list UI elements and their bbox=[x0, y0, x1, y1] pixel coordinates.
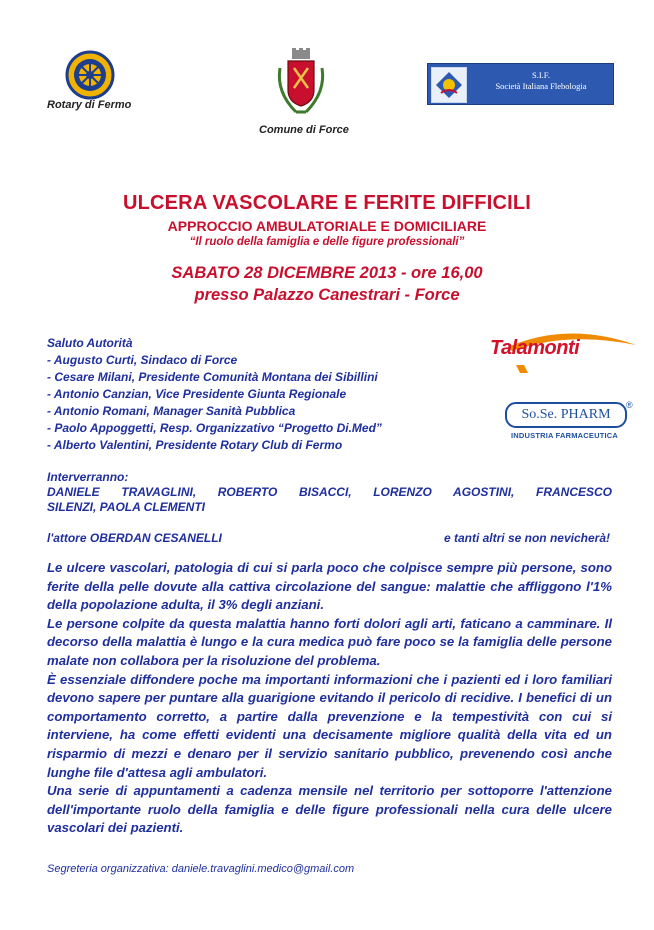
rotary-caption: Rotary di Fermo bbox=[47, 99, 132, 111]
actor-note: e tanti altri se non nevicherà! bbox=[443, 531, 610, 545]
event-venue: presso Palazzo Canestrari - Force bbox=[194, 286, 460, 304]
talamonti-logo bbox=[488, 325, 640, 375]
paragraph: Le persone colpite da questa malattia hanno forti dolori agli arti, faticano a camminare. Il decorso della malattia è lungo e la cura medica può fare poco se la famiglia delle persone malate non collabora per la risoluzione del problema. bbox=[47, 615, 612, 668]
greetings-heading: Saluto Autorità bbox=[47, 336, 133, 350]
sose-subtitle: INDUSTRIA FARMACEUTICA bbox=[511, 431, 619, 440]
speakers-block bbox=[47, 470, 612, 515]
speakers-line-1: DANIELE TRAVAGLINI, ROBERTO BISACCI, LORENZO AGOSTINI, FRANCESCO bbox=[47, 485, 612, 499]
list-item: - Antonio Canzian, Vice Presidente Giunta Regionale bbox=[47, 387, 347, 401]
subtitle: APPROCCIO AMBULATORIALE E DOMICILIARE bbox=[167, 218, 487, 234]
talamonti-wordmark: Talamonti bbox=[490, 337, 580, 359]
main-title: ULCERA VASCOLARE E FERITE DIFFICILI bbox=[122, 192, 532, 214]
comune-emblem bbox=[272, 48, 330, 120]
sif-acronym: S.I.F. bbox=[532, 70, 550, 80]
sif-emblem-icon bbox=[432, 68, 466, 102]
list-item: - Paolo Appoggetti, Resp. Organizzativo “Progetto Di.Med” bbox=[47, 421, 382, 435]
organizer-label: Segreteria organizzativa: bbox=[47, 863, 169, 875]
sif-name: Società Italiana Flebologia bbox=[495, 81, 587, 91]
sose-pharm-logo bbox=[505, 402, 633, 444]
sif-logo bbox=[427, 63, 614, 105]
paragraph: Le ulcere vascolari, patologia di cui si parla poco che colpisce sempre più persone, sono ferite della pelle dovute alla cattiva circolazione del sangue: malattie che affliggono l'1% della popolazione adulta, il 3% degli anziani. bbox=[47, 560, 612, 613]
body-text bbox=[47, 559, 612, 838]
tagline: “Il ruolo della famiglia e delle figure professionali” bbox=[189, 236, 465, 248]
paragraph: È essenziale diffondere poche ma importanti informazioni che i pazienti ed i loro familiari devono sapere per puntare alla guarigione evitando il pericolo di recidive. I benefici di un comportamento corretto, a partire dalla prevenzione e la tempestività con cui si interviene, ha come effetti evidenti una decisamente migliore qualità della vita ed un risparmio di mezzi e denaro per il servizio sanitario pubblico, prevenendo così anche lunghe file d'attesa agli ambulatori. bbox=[47, 671, 612, 780]
paragraph: Una serie di appuntamenti a cadenza mensile nel territorio per sottoporre l'attenzione dell'importante ruolo della famiglia e delle figure professionali nella cura delle ulcere vascolari dei pazienti. bbox=[47, 783, 612, 836]
rotary-logo bbox=[65, 50, 115, 100]
list-item: - Alberto Valentini, Presidente Rotary Club di Fermo bbox=[47, 438, 343, 452]
coat-of-arms-icon bbox=[272, 48, 330, 120]
sose-wordmark: So.Se. PHARM bbox=[505, 402, 627, 428]
organizer-email[interactable]: daniele.travaglini.medico@gmail.com bbox=[171, 863, 355, 875]
registered-mark: ® bbox=[626, 400, 633, 410]
greetings-list bbox=[47, 335, 382, 454]
list-item: - Cesare Milani, Presidente Comunità Montana dei Sibillini bbox=[47, 370, 378, 384]
organizer-contact bbox=[47, 863, 354, 875]
actor-credit: l'attore OBERDAN CESANELLI bbox=[47, 531, 222, 545]
comune-caption: Comune di Force bbox=[259, 124, 349, 136]
list-item: - Augusto Curti, Sindaco di Force bbox=[47, 353, 238, 367]
speakers-line-2: SILENZI, PAOLA CLEMENTI bbox=[47, 500, 205, 514]
speakers-heading: Interverranno: bbox=[47, 470, 129, 484]
rotary-wheel-icon bbox=[65, 50, 115, 100]
list-item: - Antonio Romani, Manager Sanità Pubblica bbox=[47, 404, 296, 418]
event-date: SABATO 28 DICEMBRE 2013 - ore 16,00 bbox=[171, 264, 483, 282]
